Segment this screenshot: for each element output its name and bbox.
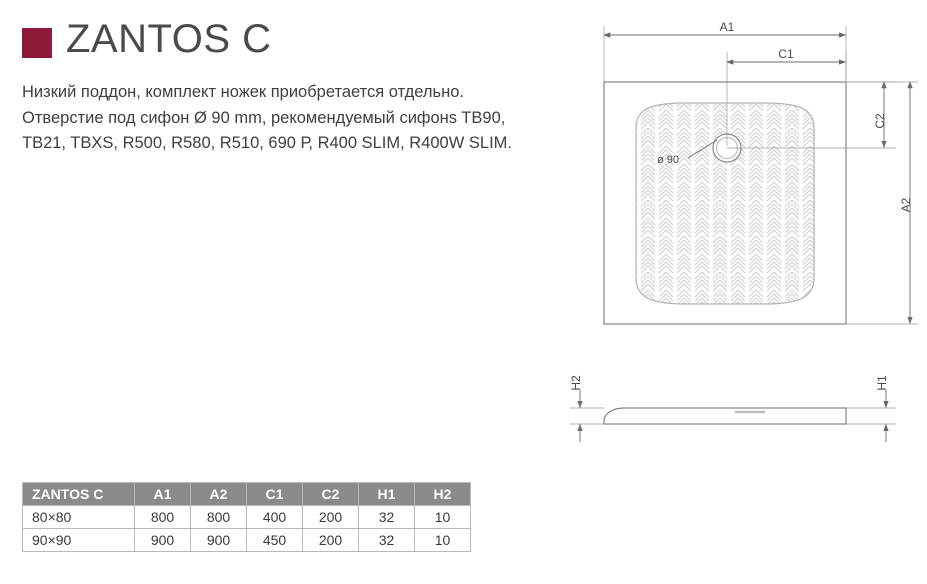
dimension-label-h1: H1 [875,375,889,391]
table-header-cell: ZANTOS C [23,483,135,506]
table-row [23,529,471,552]
title-row [22,18,562,60]
table-cell: 90×90 [23,529,135,552]
table-cell: 900 [191,529,247,552]
technical-drawing [540,0,927,584]
page-title: ZANTOS C [66,17,272,61]
table-cell: 32 [359,506,415,529]
table-cell: 200 [303,529,359,552]
brand-square-icon [22,28,52,58]
dimension-label-h2: H2 [569,375,583,391]
table-cell: 200 [303,506,359,529]
table-header-cell: C2 [303,483,359,506]
table-cell: 32 [359,529,415,552]
table-cell: 800 [135,506,191,529]
product-info-panel [22,18,562,157]
dimension-label-a2: A2 [899,197,913,213]
table-cell: 80×80 [23,506,135,529]
table-cell: 10 [415,529,471,552]
dimension-label-drain: ø 90 [656,154,680,166]
specification-table [22,482,471,552]
table-header-cell: H1 [359,483,415,506]
table-cell: 900 [135,529,191,552]
table-header-cell: A2 [191,483,247,506]
table-cell: 400 [247,506,303,529]
dimension-label-a1: A1 [719,20,735,34]
table-row [23,506,471,529]
table-cell: 800 [191,506,247,529]
table-cell: 10 [415,506,471,529]
table-cell: 450 [247,529,303,552]
table-header-cell: C1 [247,483,303,506]
dimension-label-c2: C2 [873,113,887,129]
table-header-row [23,483,471,506]
product-description: Низкий поддон, комплект ножек приобретается отдельно. Отверстие под сифон Ø 90 mm, рекомендуемый сифонs TB90, TB21, TBXS, R500, R580, R510, 690 Р, R400 SLIM, R400W SLIM. [22,83,512,153]
dimension-label-c1: C1 [778,47,794,61]
table-header-cell: A1 [135,483,191,506]
table-header-cell: H2 [415,483,471,506]
